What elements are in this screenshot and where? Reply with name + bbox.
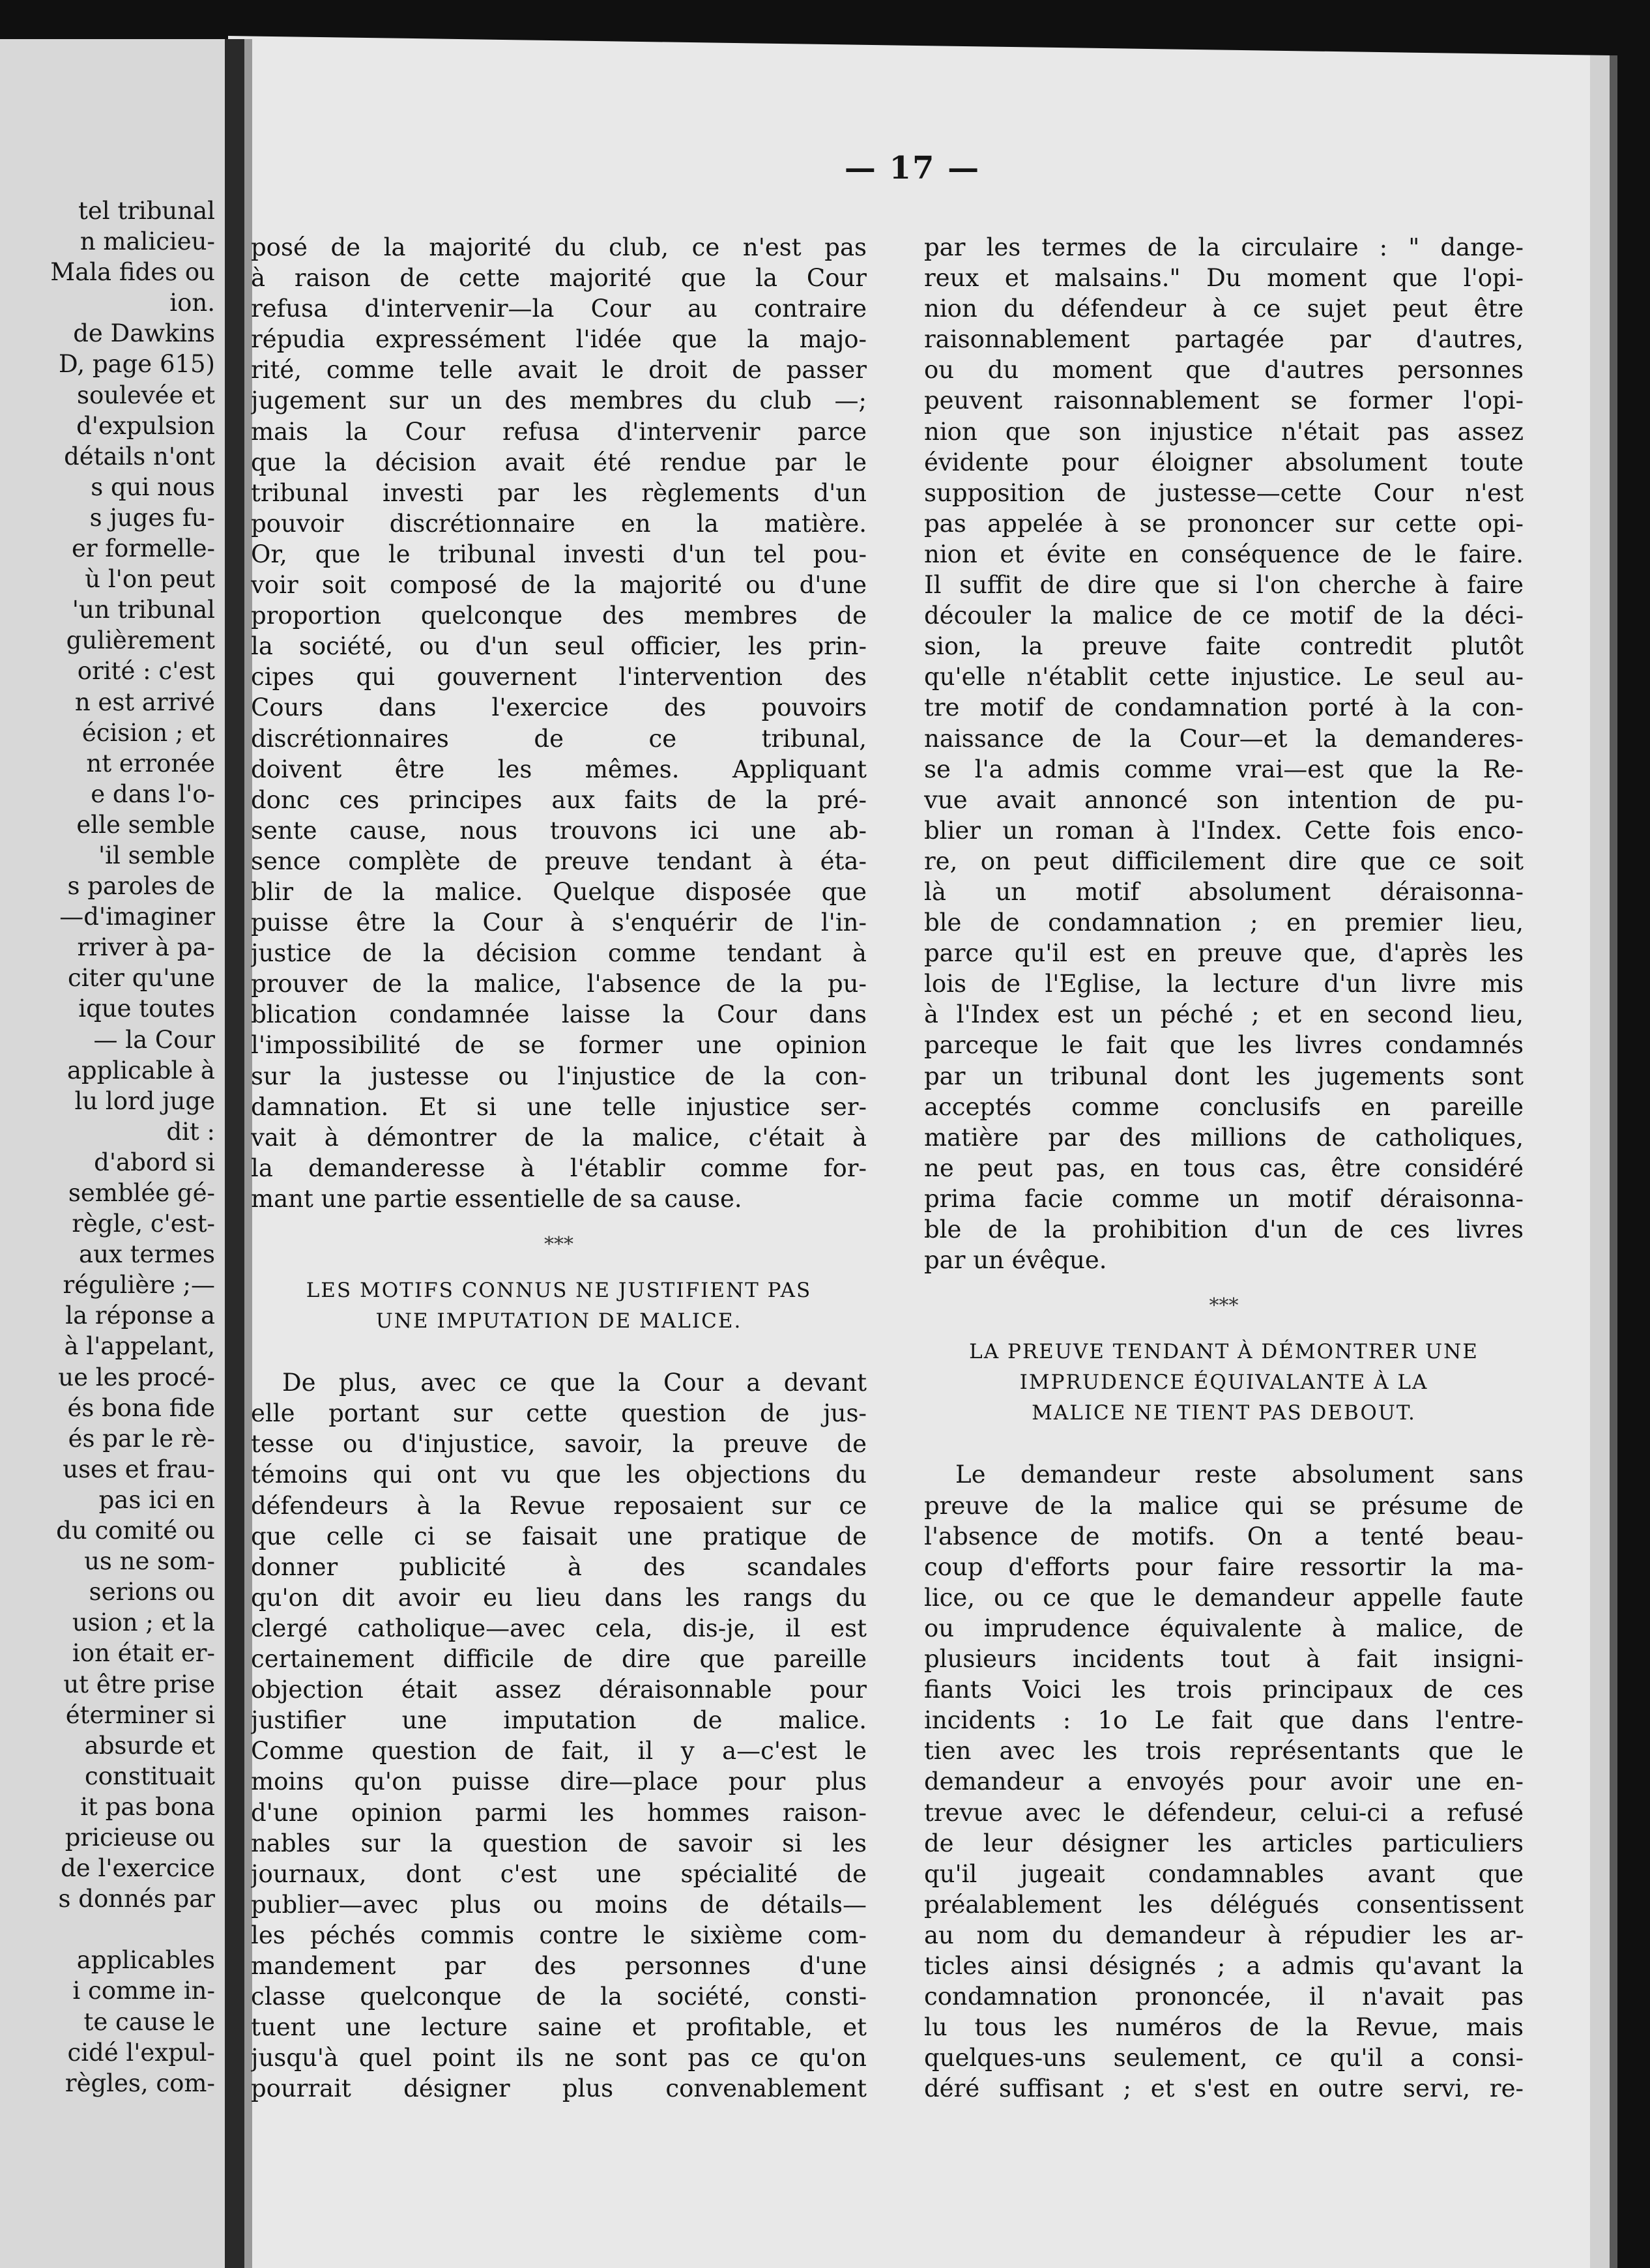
- text-line: refusa d'intervenir—la Cour au contraire: [251, 295, 867, 323]
- text-line: certainement difficile de dire que pareille: [251, 1645, 867, 1674]
- previous-page-line: n malicieu-: [80, 227, 215, 256]
- text-line: ou du moment que d'autres personnes: [924, 356, 1524, 385]
- previous-page-line: [0, 1914, 222, 1945]
- text-line: publier—avec plus ou moins de détails—: [251, 1890, 867, 1919]
- text-line: là un motif absolument déraisonna-: [924, 877, 1524, 906]
- text-line: naissance de la Cour—et la demanderes-: [924, 724, 1524, 753]
- previous-page-line: pas ici en: [98, 1485, 215, 1514]
- text-line: tesse ou d'injustice, savoir, la preuve de: [251, 1430, 867, 1459]
- previous-page-line: ion était er-: [72, 1639, 215, 1668]
- previous-page-line: d'expulsion: [76, 411, 215, 440]
- text-line: pourrait désigner plus convenablement: [251, 2074, 867, 2103]
- text-line: préalablement les délégués consentissent: [924, 1890, 1524, 1919]
- text-line: l'impossibilité de se former une opinion: [251, 1031, 867, 1060]
- text-line: justifier une imputation de malice.: [251, 1706, 867, 1735]
- previous-page-line: éterminer si: [65, 1700, 215, 1729]
- text-line: ble de condamnation ; en premier lieu,: [924, 909, 1524, 937]
- text-line: coup d'efforts pour faire ressortir la ma-: [924, 1552, 1524, 1581]
- text-line: tre motif de condamnation porté à la con-: [924, 693, 1524, 722]
- text-line: nion que son injustice n'était pas assez: [924, 417, 1524, 446]
- previous-page-line: és bona fide: [67, 1393, 215, 1422]
- text-line: lu tous les numéros de la Revue, mais: [924, 2013, 1524, 2042]
- text-line: parce qu'il est en preuve que, d'après les: [924, 939, 1524, 968]
- text-line: Comme question de fait, il y a—c'est le: [251, 1737, 867, 1766]
- text-line: blir de la malice. Quelque disposée que: [251, 877, 867, 906]
- previous-page-line: —d'imaginer: [59, 903, 215, 931]
- previous-page-line: ion.: [169, 289, 215, 317]
- left-section-heading: [251, 1275, 867, 1337]
- text-line: blication condamnée laisse la Cour dans: [251, 1000, 867, 1029]
- previous-page-line: lu lord juge: [74, 1086, 215, 1115]
- text-line: par un tribunal dont les jugements sont: [924, 1062, 1524, 1090]
- previous-page-line: ue les procé-: [58, 1363, 215, 1391]
- previous-page-line: écision ; et: [81, 718, 215, 747]
- previous-page-line: dit :: [166, 1117, 215, 1146]
- text-line: de leur désigner les articles particuliers: [924, 1829, 1524, 1857]
- previous-page-line: — la Cour: [93, 1025, 215, 1054]
- text-line: Or, que le tribunal investi d'un tel pou-: [251, 540, 867, 568]
- previous-page-line: tel tribunal: [78, 197, 215, 225]
- text-line: jugement sur un des membres du club —;: [251, 386, 867, 415]
- text-line: classe quelconque de la société, consti-: [251, 1983, 867, 2011]
- previous-page-line: la réponse a: [65, 1301, 215, 1330]
- heading-line: IMPRUDENCE ÉQUIVALANTE À LA: [1019, 1371, 1428, 1395]
- text-line: re, on peut difficilement dire que ce soit: [924, 847, 1524, 875]
- previous-page-line: ù l'on peut: [85, 565, 215, 594]
- previous-page-line: nt erronée: [86, 749, 215, 778]
- heading-line: LES MOTIFS CONNUS NE JUSTIFIENT PAS: [306, 1279, 812, 1302]
- right-section-heading: [924, 1337, 1524, 1429]
- text-line: pouvoir discrétionnaire en la matière.: [251, 509, 867, 538]
- previous-page-line: s donnés par: [58, 1885, 215, 1913]
- text-line: sence complète de preuve tendant à éta-: [251, 847, 867, 875]
- text-line: prouver de la malice, l'absence de la pu-: [251, 970, 867, 998]
- previous-page-line: uses et frau-: [63, 1455, 215, 1483]
- text-line: De plus, avec ce que la Cour a devant: [282, 1369, 867, 1397]
- text-line: prima facie comme un motif déraisonna-: [924, 1184, 1524, 1213]
- text-line: à raison de cette majorité que la Cour: [251, 264, 867, 293]
- text-line: qu'elle n'établit cette injustice. Le seul au-: [924, 663, 1524, 691]
- previous-page-fragment: [0, 196, 222, 2099]
- text-line: journaux, dont c'est une spécialité de: [251, 1859, 867, 1888]
- previous-page-line: du comité ou: [56, 1517, 215, 1545]
- text-line: posé de la majorité du club, ce n'est pas: [251, 233, 867, 261]
- previous-page-line: à l'appelant,: [64, 1332, 215, 1361]
- text-line: témoins qui ont vu que les objections du: [251, 1461, 867, 1489]
- text-line: jusqu'à quel point ils ne sont pas ce qu'on: [251, 2044, 867, 2072]
- section-divider-stars: ***: [1209, 1294, 1239, 1318]
- text-line: trevue avec le défendeur, celui-ci a refusé: [924, 1798, 1524, 1827]
- text-line: Le demandeur reste absolument sans: [955, 1461, 1524, 1489]
- text-line: mandement par des personnes d'une: [251, 1951, 867, 1980]
- text-line: qu'il jugeait condamnables avant que: [924, 1859, 1524, 1888]
- text-line: tuent une lecture saine et profitable, et: [251, 2013, 867, 2042]
- text-line: ne peut pas, en tous cas, être considéré: [924, 1154, 1524, 1182]
- text-line: vue avait annoncé son intention de pu-: [924, 785, 1524, 814]
- text-line: ble de la prohibition d'un de ces livres: [924, 1215, 1524, 1243]
- text-line: matière par des millions de catholiques,: [924, 1123, 1524, 1152]
- text-line: plusieurs incidents tout à fait insigni-: [924, 1645, 1524, 1674]
- text-line: doivent être les mêmes. Appliquant: [251, 755, 867, 783]
- text-line: moins qu'on puisse dire—place pour plus: [251, 1767, 867, 1796]
- section-divider-stars: ***: [544, 1233, 573, 1256]
- text-line: ticles ainsi désignés ; a admis qu'avant la: [924, 1951, 1524, 1980]
- heading-line: MALICE NE TIENT PAS DEBOUT.: [1032, 1401, 1416, 1425]
- previous-page-line: de Dawkins: [73, 319, 215, 348]
- text-line: peuvent raisonnablement se former l'opi-: [924, 386, 1524, 415]
- text-line: donc ces principes aux faits de la pré-: [251, 785, 867, 814]
- text-line: preuve de la malice qui se présume de: [924, 1491, 1524, 1520]
- text-line: déré suffisant ; et s'est en outre servi, re-: [924, 2074, 1524, 2103]
- text-line: elle portant sur cette question de jus-: [251, 1399, 867, 1428]
- text-line: cipes qui gouvernent l'intervention des: [251, 663, 867, 691]
- previous-page-line: ique toutes: [78, 995, 215, 1023]
- text-line: Il suffit de dire que si l'on cherche à faire: [924, 571, 1524, 600]
- text-line: voir soit composé de la majorité ou d'une: [251, 571, 867, 600]
- text-line: supposition de justesse—cette Cour n'est: [924, 478, 1524, 507]
- text-line: par un évêque.: [924, 1246, 1107, 1275]
- text-line: sur la justesse ou l'injustice de la con-: [251, 1062, 867, 1090]
- text-line: nion du défendeur à ce sujet peut être: [924, 295, 1524, 323]
- text-line: mais la Cour refusa d'intervenir parce: [251, 417, 867, 446]
- heading-line: UNE IMPUTATION DE MALICE.: [375, 1309, 742, 1333]
- previous-page-line: citer qu'une: [67, 964, 215, 993]
- previous-page-line: détails n'ont: [64, 442, 215, 471]
- text-line: par les termes de la circulaire : " dange-: [924, 233, 1524, 261]
- previous-page-line: er formelle-: [71, 534, 215, 563]
- previous-page-line: usion ; et la: [72, 1608, 215, 1637]
- previous-page-line: applicables: [76, 1946, 215, 1975]
- text-line: damnation. Et si une telle injustice ser-: [251, 1092, 867, 1121]
- previous-page-line: s juges fu-: [89, 503, 215, 532]
- previous-page-line: s qui nous: [91, 472, 215, 501]
- previous-page-line: absurde et: [84, 1731, 215, 1760]
- previous-page-line: règles, com-: [65, 2069, 215, 2097]
- text-line: l'absence de motifs. On a tenté beau-: [924, 1522, 1524, 1550]
- text-line: puisse être la Cour à s'enquérir de l'in-: [251, 909, 867, 937]
- text-line: parceque le fait que les livres condamnés: [924, 1031, 1524, 1060]
- text-line: d'une opinion parmi les hommes raison-: [251, 1798, 867, 1827]
- text-line: discrétionnaires de ce tribunal,: [251, 724, 867, 753]
- previous-page-line: n est arrivé: [74, 688, 215, 716]
- right-column: [924, 232, 1524, 2104]
- text-line: lois de l'Eglise, la lecture d'un livre mis: [924, 970, 1524, 998]
- text-line: reux et malsains." Du moment que l'opi-: [924, 264, 1524, 293]
- left-column: [251, 232, 867, 2104]
- left-paragraph-2: [251, 1367, 867, 2104]
- previous-page-line: e dans l'o-: [91, 779, 215, 808]
- text-line: blier un roman à l'Index. Cette fois enco-: [924, 816, 1524, 845]
- text-line: la société, ou d'un seul officier, les prin-: [251, 632, 867, 661]
- text-line: fiants Voici les trois principaux de ces: [924, 1676, 1524, 1704]
- previous-page-line: s paroles de: [67, 872, 215, 901]
- text-line: sente cause, nous trouvons ici une ab-: [251, 816, 867, 845]
- previous-page-line: i comme in-: [72, 1977, 215, 2005]
- text-line: condamnation prononcée, il n'avait pas: [924, 1983, 1524, 2011]
- text-line: tribunal investi par les règlements d'un: [251, 478, 867, 507]
- text-line: que la décision avait été rendue par le: [251, 448, 867, 476]
- previous-page-line: soulevée et: [76, 381, 215, 409]
- text-line: les péchés commis contre le sixième com-: [251, 1921, 867, 1949]
- text-line: demandeur a envoyés pour avoir une en-: [924, 1767, 1524, 1796]
- text-line: lice, ou ce que le demandeur appelle faute: [924, 1583, 1524, 1612]
- text-line: qu'on dit avoir eu lieu dans les rangs du: [251, 1583, 867, 1612]
- text-line: acceptés comme conclusifs en pareille: [924, 1092, 1524, 1121]
- text-line: clergé catholique—avec cela, dis-je, il est: [251, 1614, 867, 1642]
- text-line: répudia expressément l'idée que la majo-: [251, 325, 867, 354]
- previous-page-line: cidé l'expul-: [67, 2038, 215, 2067]
- previous-page-line: it pas bona: [80, 1792, 215, 1821]
- previous-page-line: D, page 615): [58, 350, 215, 379]
- text-line: proportion quelconque des membres de: [251, 602, 867, 630]
- text-line: objection était assez déraisonnable pour: [251, 1676, 867, 1704]
- previous-page-line: de l'exercice: [61, 1854, 215, 1883]
- text-line: se l'a admis comme vrai—est que la Re-: [924, 755, 1524, 783]
- previous-page-line: pricieuse ou: [65, 1823, 215, 1852]
- previous-page-line: 'un tribunal: [72, 596, 215, 624]
- previous-page-line: d'abord si: [94, 1148, 215, 1176]
- text-line: vait à démontrer de la malice, c'était à: [251, 1123, 867, 1152]
- text-line: Cours dans l'exercice des pouvoirs: [251, 693, 867, 722]
- text-line: évidente pour éloigner absolument toute: [924, 448, 1524, 476]
- text-line: incidents : 1o Le fait que dans l'entre-: [924, 1706, 1524, 1735]
- previous-page-line: elle semble: [76, 810, 215, 839]
- left-paragraph-1: [251, 232, 867, 1214]
- text-line: mant une partie essentielle de sa cause.: [251, 1184, 742, 1213]
- text-line: donner publicité à des scandales: [251, 1552, 867, 1581]
- previous-page-line: te cause le: [83, 2007, 215, 2036]
- previous-page-line: constituait: [85, 1762, 215, 1790]
- previous-page-line: Mala fides ou: [50, 258, 215, 287]
- text-line: à l'Index est un péché ; et en second lieu,: [924, 1000, 1524, 1029]
- previous-page-line: ut être prise: [63, 1670, 215, 1698]
- previous-page-line: gulièrement: [66, 626, 215, 655]
- previous-page-line: serions ou: [89, 1578, 215, 1606]
- previous-page-line: semblée gé-: [68, 1179, 215, 1207]
- previous-page-line: applicable à: [66, 1056, 215, 1084]
- previous-page-line: règle, c'est-: [72, 1210, 215, 1238]
- text-line: nables sur la question de savoir si les: [251, 1829, 867, 1857]
- text-line: pas appelée à se prononcer sur cette opi-: [924, 509, 1524, 538]
- previous-page-line: 'il semble: [98, 841, 215, 869]
- previous-page-line: régulière ;—: [63, 1271, 215, 1300]
- previous-page-line: aux termes: [79, 1240, 215, 1269]
- heading-line: LA PREUVE TENDANT À DÉMONTRER UNE: [969, 1340, 1479, 1364]
- text-line: défendeurs à la Revue reposaient sur ce: [251, 1491, 867, 1520]
- previous-page-line: orité : c'est: [77, 657, 215, 686]
- text-line: que celle ci se faisait une pratique de: [251, 1522, 867, 1550]
- text-line: raisonnablement partagée par d'autres,: [924, 325, 1524, 354]
- text-line: nion et évite en conséquence de le faire.: [924, 540, 1524, 568]
- text-line: sion, la preuve faite contredit plutôt: [924, 632, 1524, 661]
- text-line: au nom du demandeur à répudier les ar-: [924, 1921, 1524, 1949]
- text-line: rité, comme telle avait le droit de passer: [251, 356, 867, 385]
- right-paragraph-2: [924, 1459, 1524, 2104]
- previous-page-line: us ne som-: [84, 1547, 215, 1576]
- previous-page-line: rriver à pa-: [77, 933, 215, 962]
- text-line: ou imprudence équivalente à malice, de: [924, 1614, 1524, 1642]
- text-line: quelques-uns seulement, ce qu'il a consi-: [924, 2044, 1524, 2072]
- right-paragraph-1: [924, 232, 1524, 1275]
- text-line: la demanderesse à l'établir comme for-: [251, 1154, 867, 1182]
- previous-page-line: és par le rè-: [68, 1424, 215, 1453]
- text-line: tien avec les trois représentants que le: [924, 1737, 1524, 1766]
- text-line: justice de la décision comme tendant à: [251, 939, 867, 968]
- page-number: — 17 —: [844, 150, 981, 186]
- text-line: découler la malice de ce motif de la déci-: [924, 602, 1524, 630]
